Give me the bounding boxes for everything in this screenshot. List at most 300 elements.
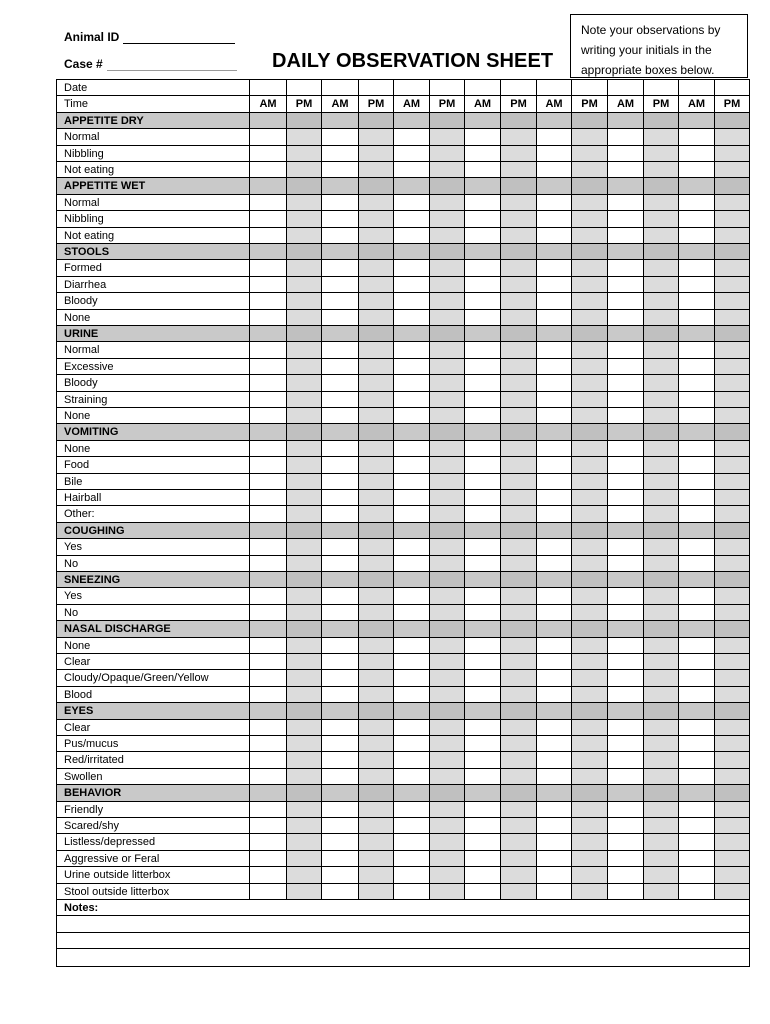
observation-cell[interactable] xyxy=(678,195,714,210)
observation-cell[interactable] xyxy=(249,228,286,243)
observation-cell[interactable] xyxy=(393,736,429,751)
observation-cell[interactable] xyxy=(536,260,571,275)
notes-line[interactable] xyxy=(57,949,749,965)
observation-cell[interactable] xyxy=(714,654,749,669)
observation-cell[interactable] xyxy=(643,277,678,292)
observation-cell[interactable] xyxy=(358,687,393,702)
section-cell[interactable] xyxy=(571,621,607,636)
observation-cell[interactable] xyxy=(464,539,500,554)
section-cell[interactable] xyxy=(536,326,571,341)
observation-cell[interactable] xyxy=(464,408,500,423)
observation-cell[interactable] xyxy=(358,310,393,325)
observation-cell[interactable] xyxy=(321,392,358,407)
observation-cell[interactable] xyxy=(571,375,607,390)
observation-cell[interactable] xyxy=(607,375,643,390)
observation-cell[interactable] xyxy=(358,884,393,899)
observation-cell[interactable] xyxy=(536,588,571,603)
observation-cell[interactable] xyxy=(536,556,571,571)
observation-cell[interactable] xyxy=(714,277,749,292)
observation-cell[interactable] xyxy=(536,211,571,226)
observation-cell[interactable] xyxy=(464,802,500,817)
section-cell[interactable] xyxy=(571,424,607,439)
section-cell[interactable] xyxy=(286,785,321,800)
observation-cell[interactable] xyxy=(500,670,536,685)
section-cell[interactable] xyxy=(500,244,536,259)
observation-cell[interactable] xyxy=(321,474,358,489)
section-cell[interactable] xyxy=(571,785,607,800)
observation-cell[interactable] xyxy=(571,260,607,275)
observation-cell[interactable] xyxy=(286,802,321,817)
observation-cell[interactable] xyxy=(249,834,286,849)
observation-cell[interactable] xyxy=(536,375,571,390)
observation-cell[interactable] xyxy=(500,195,536,210)
observation-cell[interactable] xyxy=(678,654,714,669)
section-cell[interactable] xyxy=(286,244,321,259)
observation-cell[interactable] xyxy=(536,752,571,767)
observation-cell[interactable] xyxy=(321,457,358,472)
observation-cell[interactable] xyxy=(321,556,358,571)
section-cell[interactable] xyxy=(358,424,393,439)
observation-cell[interactable] xyxy=(358,867,393,882)
observation-cell[interactable] xyxy=(607,129,643,144)
section-cell[interactable] xyxy=(607,424,643,439)
section-cell[interactable] xyxy=(500,326,536,341)
observation-cell[interactable] xyxy=(643,408,678,423)
observation-cell[interactable] xyxy=(429,474,464,489)
observation-cell[interactable] xyxy=(643,539,678,554)
observation-cell[interactable] xyxy=(571,851,607,866)
observation-cell[interactable] xyxy=(678,687,714,702)
section-cell[interactable] xyxy=(536,244,571,259)
observation-cell[interactable] xyxy=(429,687,464,702)
observation-cell[interactable] xyxy=(321,129,358,144)
observation-cell[interactable] xyxy=(358,736,393,751)
observation-cell[interactable] xyxy=(358,342,393,357)
observation-cell[interactable] xyxy=(500,834,536,849)
observation-cell[interactable] xyxy=(571,506,607,521)
section-cell[interactable] xyxy=(358,178,393,193)
section-cell[interactable] xyxy=(286,621,321,636)
observation-cell[interactable] xyxy=(571,605,607,620)
section-cell[interactable] xyxy=(500,785,536,800)
observation-cell[interactable] xyxy=(358,375,393,390)
section-cell[interactable] xyxy=(500,178,536,193)
observation-cell[interactable] xyxy=(571,146,607,161)
observation-cell[interactable] xyxy=(393,359,429,374)
observation-cell[interactable] xyxy=(321,490,358,505)
section-cell[interactable] xyxy=(429,785,464,800)
observation-cell[interactable] xyxy=(429,752,464,767)
observation-cell[interactable] xyxy=(429,228,464,243)
observation-cell[interactable] xyxy=(286,736,321,751)
observation-cell[interactable] xyxy=(536,293,571,308)
section-cell[interactable] xyxy=(464,785,500,800)
observation-cell[interactable] xyxy=(358,720,393,735)
observation-cell[interactable] xyxy=(607,506,643,521)
observation-cell[interactable] xyxy=(321,260,358,275)
section-cell[interactable] xyxy=(607,113,643,128)
section-cell[interactable] xyxy=(607,178,643,193)
section-cell[interactable] xyxy=(607,326,643,341)
observation-cell[interactable] xyxy=(500,228,536,243)
section-cell[interactable] xyxy=(286,113,321,128)
observation-cell[interactable] xyxy=(536,539,571,554)
observation-cell[interactable] xyxy=(571,277,607,292)
section-cell[interactable] xyxy=(429,703,464,718)
observation-cell[interactable] xyxy=(393,867,429,882)
observation-cell[interactable] xyxy=(464,359,500,374)
observation-cell[interactable] xyxy=(358,490,393,505)
observation-cell[interactable] xyxy=(536,408,571,423)
observation-cell[interactable] xyxy=(429,506,464,521)
observation-cell[interactable] xyxy=(321,359,358,374)
observation-cell[interactable] xyxy=(678,884,714,899)
observation-cell[interactable] xyxy=(321,884,358,899)
section-cell[interactable] xyxy=(286,523,321,538)
observation-cell[interactable] xyxy=(321,638,358,653)
observation-cell[interactable] xyxy=(643,605,678,620)
section-cell[interactable] xyxy=(429,424,464,439)
notes-line[interactable] xyxy=(57,933,749,949)
observation-cell[interactable] xyxy=(464,769,500,784)
section-cell[interactable] xyxy=(393,572,429,587)
observation-cell[interactable] xyxy=(500,769,536,784)
section-cell[interactable] xyxy=(714,113,749,128)
observation-cell[interactable] xyxy=(714,129,749,144)
section-cell[interactable] xyxy=(571,703,607,718)
observation-cell[interactable] xyxy=(249,736,286,751)
section-cell[interactable] xyxy=(643,785,678,800)
observation-cell[interactable] xyxy=(643,720,678,735)
observation-cell[interactable] xyxy=(678,670,714,685)
observation-cell[interactable] xyxy=(571,720,607,735)
section-cell[interactable] xyxy=(464,621,500,636)
observation-cell[interactable] xyxy=(607,146,643,161)
observation-cell[interactable] xyxy=(500,588,536,603)
section-cell[interactable] xyxy=(393,244,429,259)
section-cell[interactable] xyxy=(358,621,393,636)
observation-cell[interactable] xyxy=(500,457,536,472)
section-cell[interactable] xyxy=(536,424,571,439)
observation-cell[interactable] xyxy=(393,539,429,554)
section-cell[interactable] xyxy=(464,572,500,587)
observation-cell[interactable] xyxy=(571,884,607,899)
observation-cell[interactable] xyxy=(321,506,358,521)
observation-cell[interactable] xyxy=(714,195,749,210)
observation-cell[interactable] xyxy=(643,556,678,571)
observation-cell[interactable] xyxy=(286,506,321,521)
observation-cell[interactable] xyxy=(393,720,429,735)
section-cell[interactable] xyxy=(714,178,749,193)
section-cell[interactable] xyxy=(536,113,571,128)
observation-cell[interactable] xyxy=(321,588,358,603)
observation-cell[interactable] xyxy=(321,736,358,751)
observation-cell[interactable] xyxy=(286,752,321,767)
observation-cell[interactable] xyxy=(500,556,536,571)
observation-cell[interactable] xyxy=(643,211,678,226)
observation-cell[interactable] xyxy=(536,310,571,325)
observation-cell[interactable] xyxy=(321,211,358,226)
observation-cell[interactable] xyxy=(286,556,321,571)
observation-cell[interactable] xyxy=(249,260,286,275)
observation-cell[interactable] xyxy=(678,736,714,751)
observation-cell[interactable] xyxy=(536,605,571,620)
section-cell[interactable] xyxy=(536,523,571,538)
section-cell[interactable] xyxy=(643,326,678,341)
observation-cell[interactable] xyxy=(607,802,643,817)
observation-cell[interactable] xyxy=(678,277,714,292)
observation-cell[interactable] xyxy=(607,769,643,784)
observation-cell[interactable] xyxy=(249,293,286,308)
observation-cell[interactable] xyxy=(536,195,571,210)
observation-cell[interactable] xyxy=(607,162,643,177)
observation-cell[interactable] xyxy=(678,441,714,456)
observation-cell[interactable] xyxy=(249,441,286,456)
observation-cell[interactable] xyxy=(500,654,536,669)
observation-cell[interactable] xyxy=(536,162,571,177)
section-cell[interactable] xyxy=(464,178,500,193)
section-cell[interactable] xyxy=(500,621,536,636)
observation-cell[interactable] xyxy=(393,146,429,161)
observation-cell[interactable] xyxy=(714,408,749,423)
observation-cell[interactable] xyxy=(607,720,643,735)
section-cell[interactable] xyxy=(643,572,678,587)
observation-cell[interactable] xyxy=(500,211,536,226)
observation-cell[interactable] xyxy=(358,556,393,571)
observation-cell[interactable] xyxy=(286,605,321,620)
observation-cell[interactable] xyxy=(429,408,464,423)
observation-cell[interactable] xyxy=(393,638,429,653)
section-cell[interactable] xyxy=(607,703,643,718)
observation-cell[interactable] xyxy=(393,556,429,571)
observation-cell[interactable] xyxy=(607,260,643,275)
observation-cell[interactable] xyxy=(286,359,321,374)
observation-cell[interactable] xyxy=(678,408,714,423)
observation-cell[interactable] xyxy=(464,162,500,177)
observation-cell[interactable] xyxy=(536,802,571,817)
observation-cell[interactable] xyxy=(358,260,393,275)
section-cell[interactable] xyxy=(321,572,358,587)
observation-cell[interactable] xyxy=(571,474,607,489)
observation-cell[interactable] xyxy=(536,277,571,292)
observation-cell[interactable] xyxy=(607,867,643,882)
observation-cell[interactable] xyxy=(571,834,607,849)
observation-cell[interactable] xyxy=(286,195,321,210)
observation-cell[interactable] xyxy=(678,211,714,226)
observation-cell[interactable] xyxy=(286,146,321,161)
observation-cell[interactable] xyxy=(678,474,714,489)
observation-cell[interactable] xyxy=(643,392,678,407)
observation-cell[interactable] xyxy=(500,277,536,292)
observation-cell[interactable] xyxy=(607,195,643,210)
observation-cell[interactable] xyxy=(643,293,678,308)
observation-cell[interactable] xyxy=(500,884,536,899)
observation-cell[interactable] xyxy=(607,884,643,899)
observation-cell[interactable] xyxy=(536,146,571,161)
observation-cell[interactable] xyxy=(714,588,749,603)
date-cell[interactable] xyxy=(536,80,571,95)
observation-cell[interactable] xyxy=(249,277,286,292)
section-cell[interactable] xyxy=(714,523,749,538)
observation-cell[interactable] xyxy=(464,490,500,505)
section-cell[interactable] xyxy=(714,572,749,587)
observation-cell[interactable] xyxy=(678,834,714,849)
section-cell[interactable] xyxy=(393,178,429,193)
section-cell[interactable] xyxy=(536,703,571,718)
observation-cell[interactable] xyxy=(678,342,714,357)
section-cell[interactable] xyxy=(607,572,643,587)
section-cell[interactable] xyxy=(714,621,749,636)
section-cell[interactable] xyxy=(571,523,607,538)
observation-cell[interactable] xyxy=(536,670,571,685)
observation-cell[interactable] xyxy=(358,392,393,407)
section-cell[interactable] xyxy=(500,523,536,538)
observation-cell[interactable] xyxy=(321,293,358,308)
observation-cell[interactable] xyxy=(464,687,500,702)
observation-cell[interactable] xyxy=(643,457,678,472)
observation-cell[interactable] xyxy=(714,457,749,472)
observation-cell[interactable] xyxy=(464,670,500,685)
observation-cell[interactable] xyxy=(358,851,393,866)
observation-cell[interactable] xyxy=(358,293,393,308)
animal-id-field[interactable] xyxy=(64,30,235,44)
section-cell[interactable] xyxy=(678,244,714,259)
observation-cell[interactable] xyxy=(286,408,321,423)
observation-cell[interactable] xyxy=(607,342,643,357)
observation-cell[interactable] xyxy=(358,539,393,554)
observation-cell[interactable] xyxy=(358,588,393,603)
section-cell[interactable] xyxy=(571,572,607,587)
section-cell[interactable] xyxy=(286,703,321,718)
observation-cell[interactable] xyxy=(393,457,429,472)
section-cell[interactable] xyxy=(249,621,286,636)
observation-cell[interactable] xyxy=(714,769,749,784)
section-cell[interactable] xyxy=(571,326,607,341)
observation-cell[interactable] xyxy=(249,408,286,423)
observation-cell[interactable] xyxy=(714,506,749,521)
observation-cell[interactable] xyxy=(249,867,286,882)
observation-cell[interactable] xyxy=(714,556,749,571)
section-cell[interactable] xyxy=(429,113,464,128)
observation-cell[interactable] xyxy=(571,539,607,554)
section-cell[interactable] xyxy=(464,113,500,128)
observation-cell[interactable] xyxy=(358,752,393,767)
section-cell[interactable] xyxy=(321,326,358,341)
observation-cell[interactable] xyxy=(249,392,286,407)
observation-cell[interactable] xyxy=(358,211,393,226)
observation-cell[interactable] xyxy=(358,146,393,161)
section-cell[interactable] xyxy=(643,621,678,636)
section-cell[interactable] xyxy=(571,244,607,259)
section-cell[interactable] xyxy=(286,572,321,587)
observation-cell[interactable] xyxy=(358,605,393,620)
observation-cell[interactable] xyxy=(607,457,643,472)
section-cell[interactable] xyxy=(429,244,464,259)
section-cell[interactable] xyxy=(678,572,714,587)
observation-cell[interactable] xyxy=(249,818,286,833)
observation-cell[interactable] xyxy=(429,670,464,685)
observation-cell[interactable] xyxy=(249,211,286,226)
observation-cell[interactable] xyxy=(393,884,429,899)
observation-cell[interactable] xyxy=(249,342,286,357)
section-cell[interactable] xyxy=(678,621,714,636)
section-cell[interactable] xyxy=(714,424,749,439)
observation-cell[interactable] xyxy=(536,342,571,357)
observation-cell[interactable] xyxy=(286,310,321,325)
section-cell[interactable] xyxy=(643,113,678,128)
observation-cell[interactable] xyxy=(464,441,500,456)
observation-cell[interactable] xyxy=(249,802,286,817)
observation-cell[interactable] xyxy=(500,342,536,357)
observation-cell[interactable] xyxy=(393,441,429,456)
section-cell[interactable] xyxy=(678,113,714,128)
section-cell[interactable] xyxy=(249,424,286,439)
observation-cell[interactable] xyxy=(321,441,358,456)
observation-cell[interactable] xyxy=(500,867,536,882)
observation-cell[interactable] xyxy=(536,474,571,489)
section-cell[interactable] xyxy=(429,621,464,636)
observation-cell[interactable] xyxy=(249,506,286,521)
observation-cell[interactable] xyxy=(714,818,749,833)
section-cell[interactable] xyxy=(643,244,678,259)
section-cell[interactable] xyxy=(464,523,500,538)
section-cell[interactable] xyxy=(321,113,358,128)
section-cell[interactable] xyxy=(464,424,500,439)
observation-cell[interactable] xyxy=(286,670,321,685)
observation-cell[interactable] xyxy=(464,474,500,489)
observation-cell[interactable] xyxy=(714,146,749,161)
section-cell[interactable] xyxy=(714,703,749,718)
observation-cell[interactable] xyxy=(536,359,571,374)
observation-cell[interactable] xyxy=(464,457,500,472)
observation-cell[interactable] xyxy=(500,310,536,325)
observation-cell[interactable] xyxy=(500,162,536,177)
observation-cell[interactable] xyxy=(643,310,678,325)
observation-cell[interactable] xyxy=(678,146,714,161)
observation-cell[interactable] xyxy=(358,129,393,144)
observation-cell[interactable] xyxy=(429,802,464,817)
observation-cell[interactable] xyxy=(714,441,749,456)
observation-cell[interactable] xyxy=(714,670,749,685)
observation-cell[interactable] xyxy=(643,851,678,866)
observation-cell[interactable] xyxy=(536,736,571,751)
section-cell[interactable] xyxy=(358,326,393,341)
observation-cell[interactable] xyxy=(249,195,286,210)
observation-cell[interactable] xyxy=(286,818,321,833)
observation-cell[interactable] xyxy=(429,146,464,161)
observation-cell[interactable] xyxy=(500,736,536,751)
observation-cell[interactable] xyxy=(393,588,429,603)
observation-cell[interactable] xyxy=(607,605,643,620)
observation-cell[interactable] xyxy=(571,752,607,767)
observation-cell[interactable] xyxy=(249,638,286,653)
section-cell[interactable] xyxy=(678,785,714,800)
observation-cell[interactable] xyxy=(429,277,464,292)
observation-cell[interactable] xyxy=(643,506,678,521)
observation-cell[interactable] xyxy=(393,310,429,325)
observation-cell[interactable] xyxy=(393,654,429,669)
observation-cell[interactable] xyxy=(571,293,607,308)
observation-cell[interactable] xyxy=(393,375,429,390)
date-cell[interactable] xyxy=(500,80,536,95)
observation-cell[interactable] xyxy=(643,802,678,817)
observation-cell[interactable] xyxy=(393,506,429,521)
section-cell[interactable] xyxy=(393,621,429,636)
observation-cell[interactable] xyxy=(393,605,429,620)
animal-id-blank[interactable] xyxy=(123,32,235,44)
section-cell[interactable] xyxy=(321,523,358,538)
observation-cell[interactable] xyxy=(429,310,464,325)
